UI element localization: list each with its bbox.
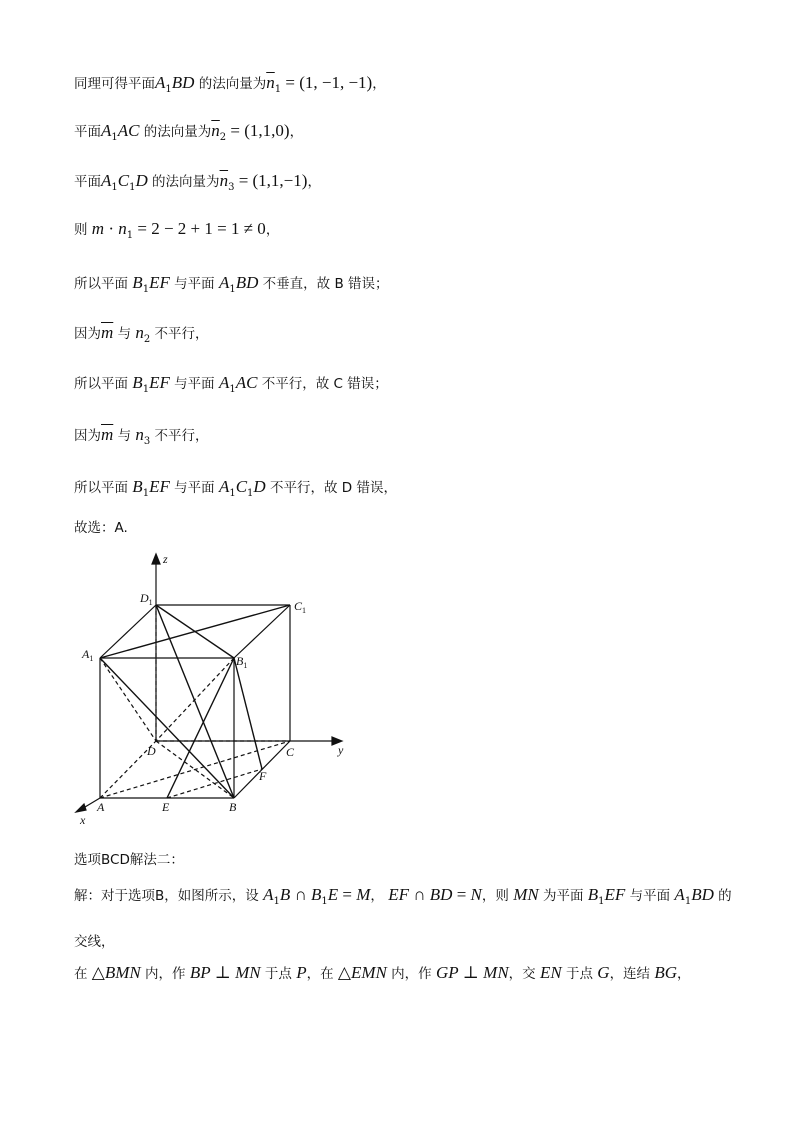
line-a1-d bbox=[100, 658, 156, 741]
label-e: E bbox=[162, 800, 170, 814]
text-line: 解：对于选项B，如图所示，设 $A_1B$ ∩ $B_1E = M$， EF ∩ BD = N，则 MN 为平面 $B_1EF$ 与平面 $A_1BD$ 的 bbox=[74, 885, 732, 907]
label-b: B bbox=[229, 800, 237, 814]
text-line: 交线， bbox=[74, 934, 115, 950]
text-line: 所以平面 $B_1EF$ 与平面 $A_1C_1D$ 不平行，故 D 错误， bbox=[74, 477, 397, 499]
label-y: y bbox=[338, 743, 344, 757]
label-a: A bbox=[97, 800, 105, 814]
label-d1: $D_1$ bbox=[140, 591, 153, 607]
label-d: D bbox=[147, 744, 156, 758]
label-b1: $B_1$ bbox=[236, 654, 248, 670]
text-line: 在 △BMN 内，作 BP ⊥ MN 于点 P，在 △EMN 内，作 GP ⊥ MN，交 EN 于点 G，连结 BG， bbox=[74, 963, 691, 982]
text-line: 选项BCD解法二： bbox=[74, 852, 184, 868]
text-line: 所以平面 $B_1EF$ 与平面 $A_1AC$ 不平行，故 C 错误； bbox=[74, 373, 388, 395]
line-b1-f bbox=[234, 658, 262, 769]
line-b1-e bbox=[167, 658, 234, 798]
label-x: x bbox=[80, 813, 86, 827]
label-c: C bbox=[286, 745, 295, 759]
text-line: 因为$\overline{m}$ 与 $n_3$ 不平行， bbox=[74, 425, 209, 447]
label-a1: $A_1$ bbox=[82, 647, 94, 663]
line-d1-b1 bbox=[156, 605, 234, 658]
x-arrow bbox=[76, 804, 86, 812]
text-line: 平面$A_1AC$ 的法向量为$\overline{n}_2 = (1,1,0)$， bbox=[74, 121, 304, 143]
cube-figure bbox=[70, 548, 370, 833]
text-line: 同理可得平面$A_1BD$ 的法向量为$\overline{n}_1 = (1$, −1, −1)， bbox=[74, 73, 386, 95]
text-line: 则 $m \cdot n_1 = 2 - 2 + 1 = 1 \ne 0$， bbox=[74, 219, 280, 241]
label-f: F bbox=[259, 769, 267, 783]
text-line: 平面$A_1C_1D$ 的法向量为$\overline{n}_3 = (1,1,-1)$， bbox=[74, 171, 321, 193]
text-line: 故选：A. bbox=[74, 520, 128, 536]
text-line: 所以平面 $B_1EF$ 与平面 $A_1BD$ 不垂直，故 B 错误； bbox=[74, 273, 389, 295]
text-line: 因为$\overline{m}$ 与 $n_2$ 不平行， bbox=[74, 323, 209, 345]
label-c1: $C_1$ bbox=[294, 599, 307, 615]
z-arrow bbox=[152, 554, 160, 564]
label-z: z bbox=[163, 552, 168, 566]
